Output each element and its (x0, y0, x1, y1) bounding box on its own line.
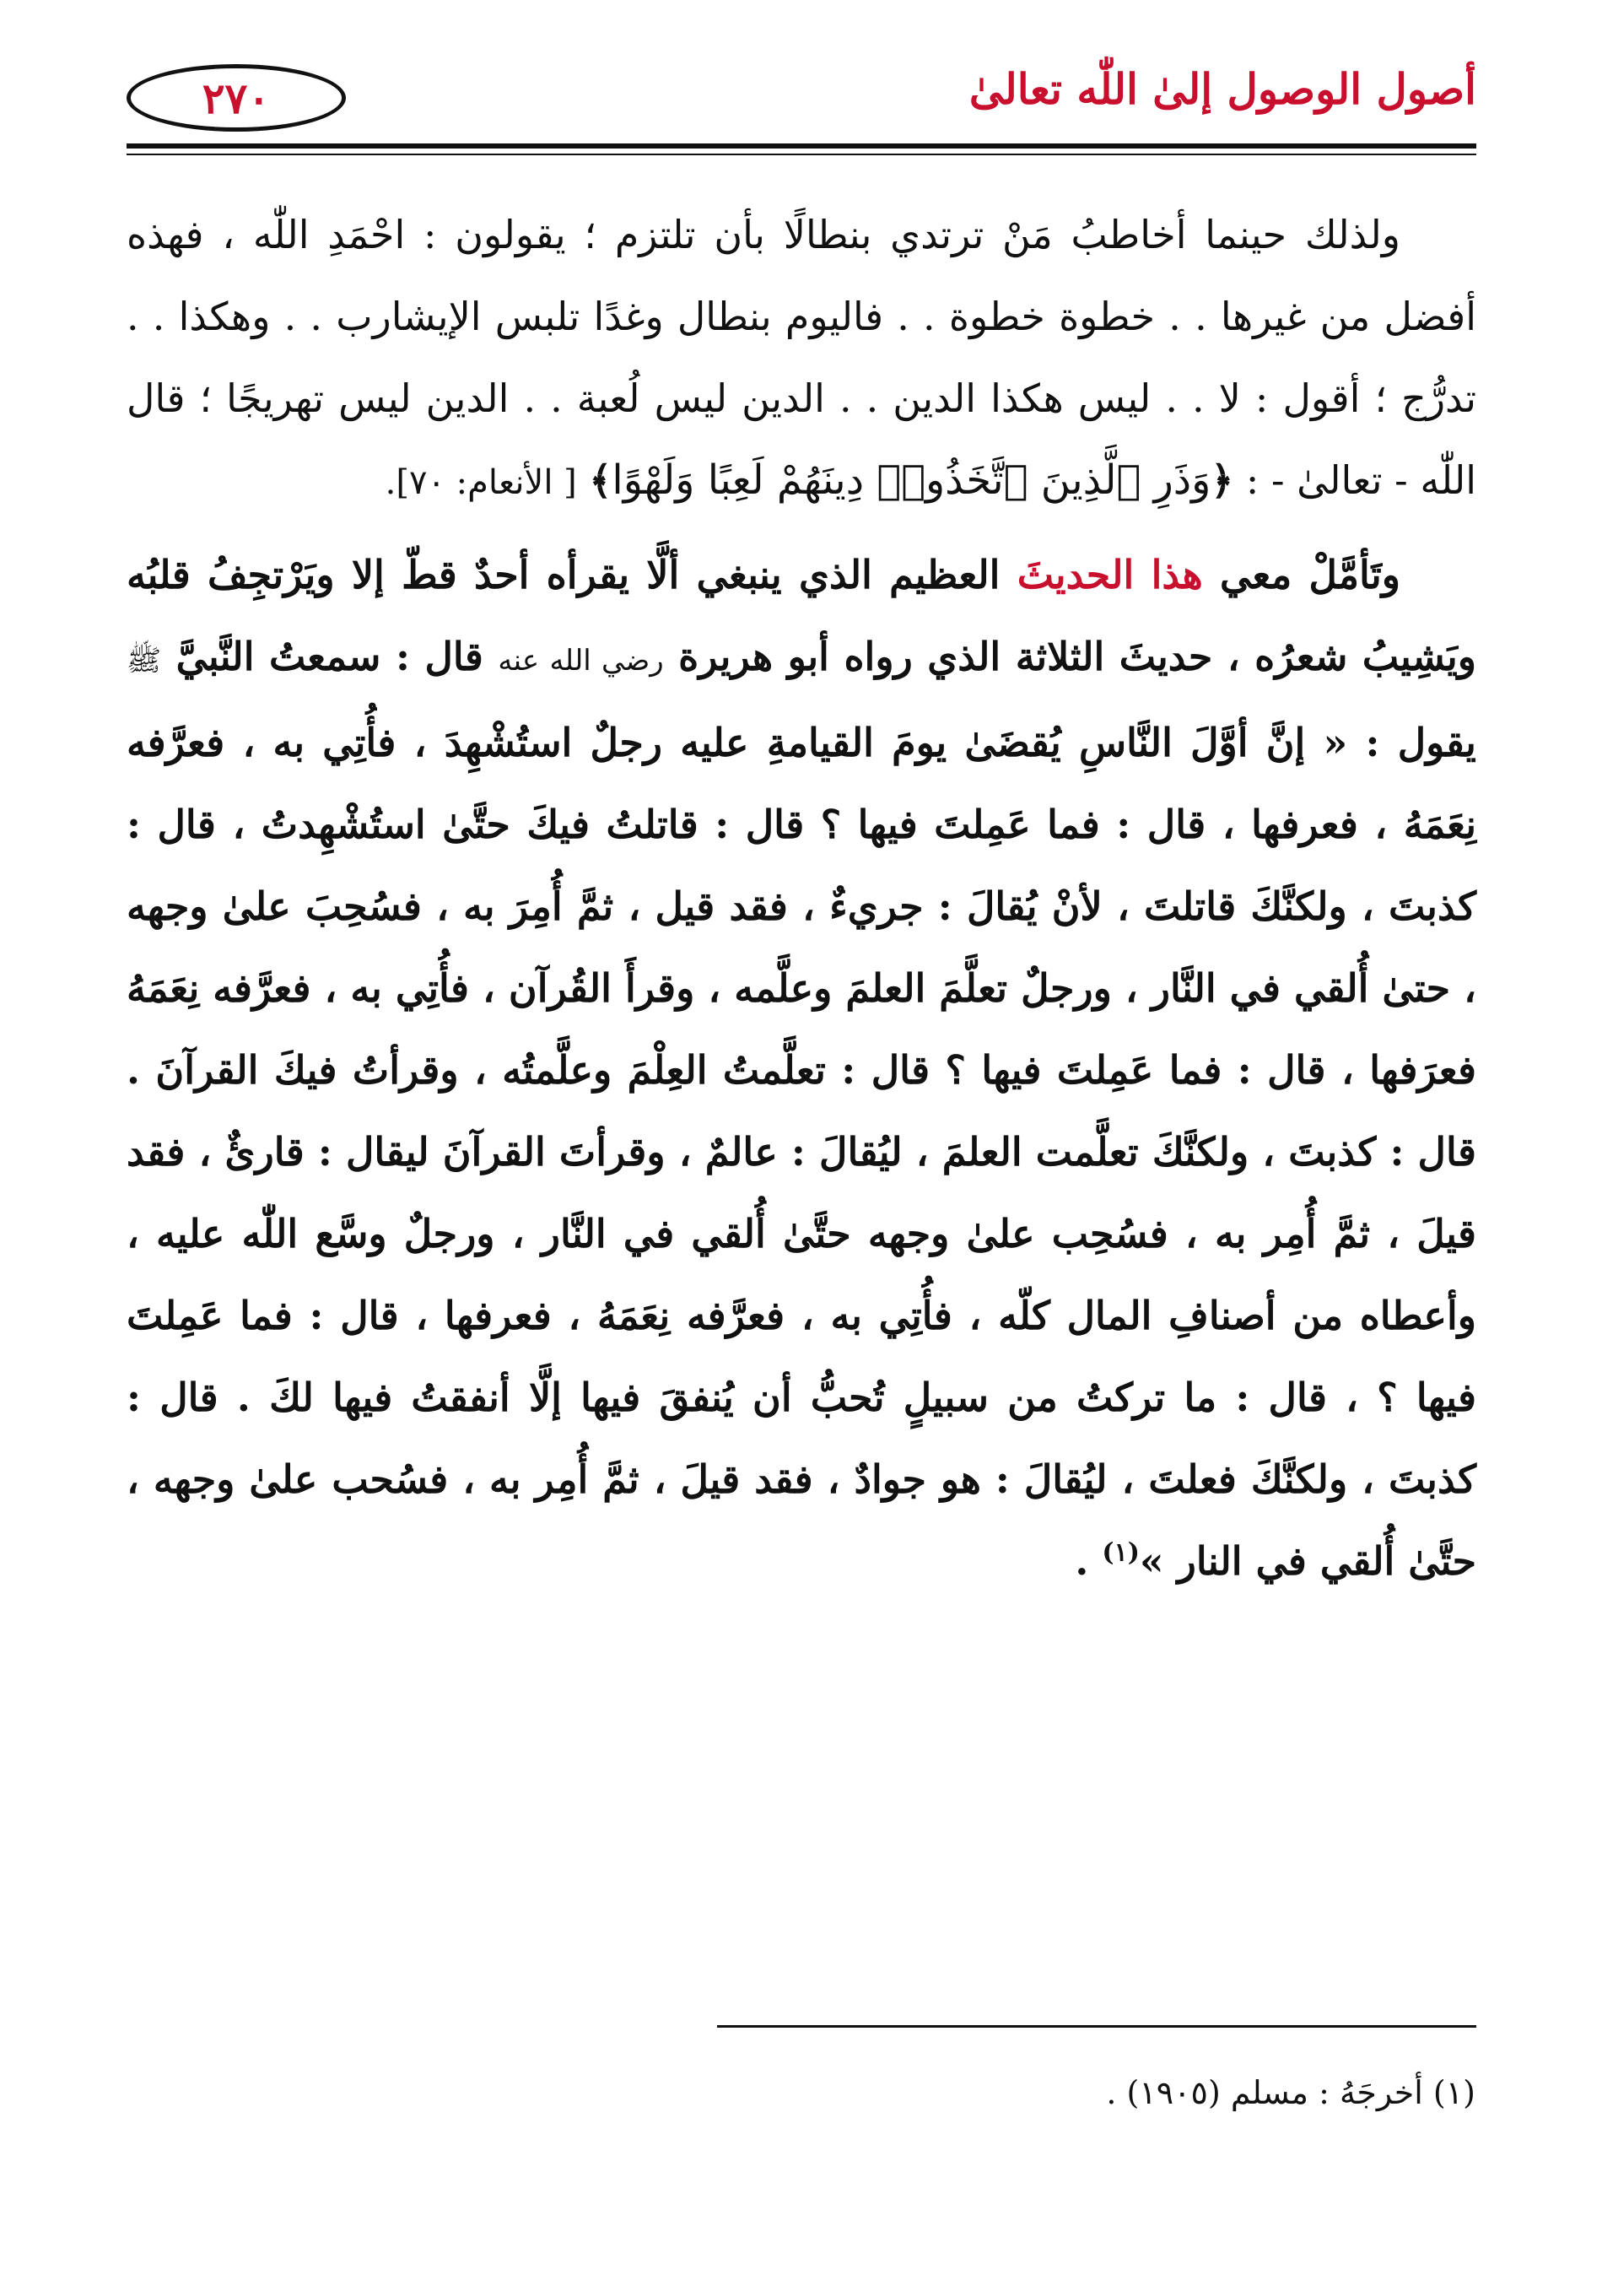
book-title: أصول الوصول إلىٰ اللّٰه تعالىٰ (968, 64, 1476, 114)
paragraph-1-text: ولذلك حينما أخاطبُ مَنْ ترتدي بنطالًا بأن تلتزم ؛ يقولون : احْمَدِ اللّٰه ، فهذه أفضل من غيرها . . خطوة خطوة . . فاليوم بنطال وغدًا تلبس الإيشارب . . وهكذا . . تدرُّج ؛ أقول : لا . . ليس هكذا الدين . . الدين ليس لُعبة . . الدين ليس تهريجًا ؛ قال اللّٰه - تعالىٰ - : (127, 212, 1476, 503)
quran-open-bracket: ﴿ (1211, 457, 1234, 503)
page-number: ٢٧٠ (202, 73, 271, 123)
highlighted-phrase: هذا الحديثَ (1017, 552, 1203, 597)
hadith-text: يقول : « إنَّ أوَّلَ النَّاسِ يُقضَىٰ يومَ القيامةِ عليه رجلٌ استُشْهِدَ ، فأُتِي به ، فعرَّفه نِعَمَهُ ، فعرفها ، قال : فما عَمِلتَ فيها ؟ قال : قاتلتُ فيكَ حتَّىٰ استُشْهِدتُ ، قال : كذبتَ ، ولكنَّكَ قاتلتَ ، لأنْ يُقالَ : جريءٌ ، فقد قيل ، ثمَّ أُمِرَ به ، فسُحِبَ علىٰ وجهه ، حتىٰ أُلقي في النَّار ، ورجلٌ تعلَّمَ العلمَ وعلَّمه ، وقرأَ القُرآن ، فأُتِي به ، فعرَّفه نِعَمَهُ فعرَفها ، قال : فما عَمِلتَ فيها ؟ قال : تعلَّمتُ العِلْمَ وعلَّمتُه ، وقرأتُ فيكَ القرآنَ . قال : كذبتَ ، ولكنَّكَ تعلَّمت العلمَ ، ليُقالَ : عالمٌ ، وقرأتَ القرآنَ ليقال : قارئٌ ، فقد قيلَ ، ثمَّ أُمِر به ، فسُحِب علىٰ وجهه حتَّىٰ أُلقي في النَّار ، ورجلٌ وسَّع اللّٰه عليه ، وأعطاه من أصنافِ المال كلّه ، فأُتِي به ، فعرَّفه نِعَمَهُ ، فعرفها ، قال : فما عَمِلتَ فيها ؟ ، قال : ما تركتُ من سبيلٍ تُحبُّ أن يُنفقَ فيها إلَّا أنفقتُ فيها لكَ . قال : كذبتَ ، ولكنَّكَ فعلتَ ، ليُقالَ : هو جوادٌ ، فقد قيلَ ، ثمَّ أُمِر به ، فسُحب علىٰ وجهه ، حتَّىٰ أُلقي في النار » (127, 720, 1476, 1584)
running-header (127, 59, 1476, 152)
header-rule-thin (127, 154, 1476, 155)
main-text (127, 194, 1476, 1613)
footnote-1: (١) أخرجَهُ : مسلم (١٩٠٥) . (1106, 2074, 1475, 2111)
footnote-separator (717, 2025, 1476, 2028)
paragraph-2 (127, 534, 1476, 1602)
page-number-badge (127, 64, 346, 132)
radi-honorific: رضي الله عنه (498, 644, 664, 678)
salawat-honorific: ﷺ (127, 644, 162, 678)
ref-spacer (577, 457, 590, 503)
quran-reference: [ الأنعام: ٧٠]. (385, 463, 577, 502)
quran-verse: وَذَرِ ٱلَّذِينَ ٱتَّخَذُوا۟ دِينَهُمْ لَعِبًا وَلَهْوًا (612, 456, 1211, 504)
paragraph-2-part2: العظيم الذي ينبغي ألَّا يقرأه أحدٌ قطّ إلا ويَرْتجِفُ قلبُه ويَشِيبُ شعرُه ، حديثَ الثلاثة الذي رواه أبو هريرة (127, 552, 1476, 679)
paragraph-2-end: . (1075, 1538, 1103, 1584)
paragraph-1 (127, 194, 1476, 524)
header-rule-thick (127, 143, 1476, 149)
paragraph-2-part3: قال : سمعتُ النَّبيَّ (161, 634, 499, 679)
quran-close-bracket: ﴾ (589, 457, 612, 503)
paragraph-2-lead: وتَأمَّلْ معي (1202, 552, 1400, 597)
footnote-marker: (١) (1102, 1537, 1140, 1568)
